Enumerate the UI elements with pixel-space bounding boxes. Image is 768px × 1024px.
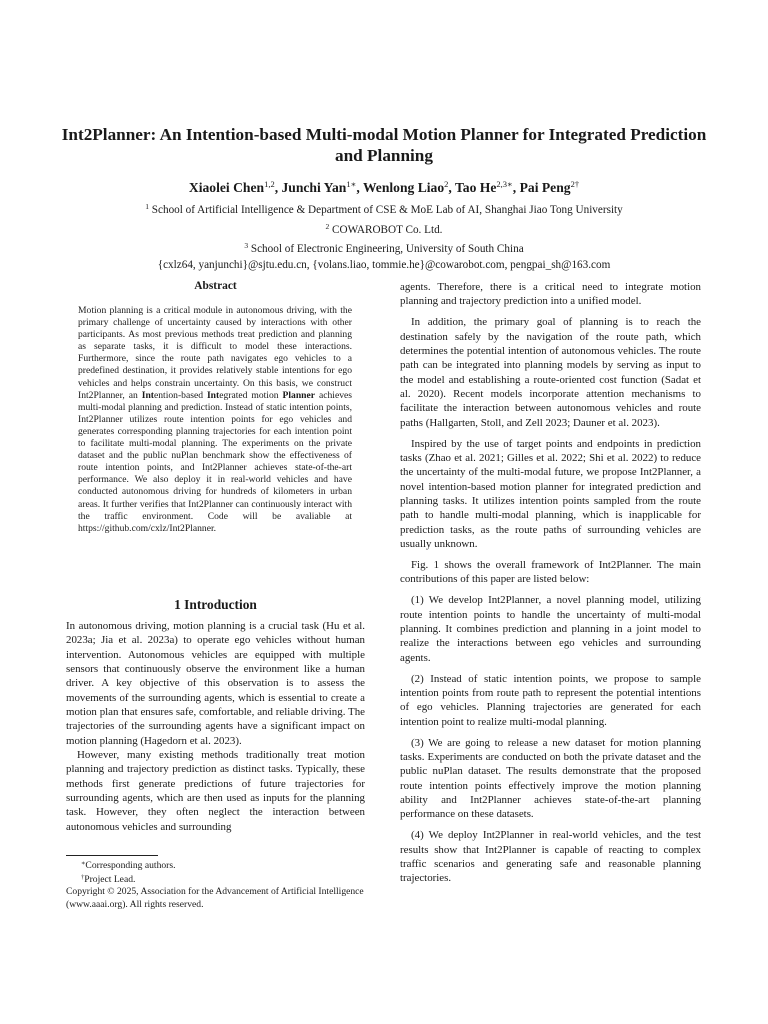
paragraph: Fig. 1 shows the overall framework of Int2Planner. The main contributions of this paper are listed below: xyxy=(400,558,701,586)
contribution-item: (1) We develop Int2Planner, a novel planning model, utilizing route intention points to handle the uncertainty of multi-modal planning. It combines prediction and planning in a joint model to realize the interactions between ego vehicles and surrounding agents. xyxy=(400,594,701,664)
section-heading-introduction: 1 Introduction xyxy=(174,597,257,612)
affiliation: $^1$ School of Artificial Intelligence & Department of CSE & MoE Lab of AI, Shanghai Jiao Tong University xyxy=(145,202,623,216)
paragraph: Inspired by the use of target points and endpoints in prediction tasks (Zhao et al. 2021; Gilles et al. 2022; Shi et al. 2022) to reduce the uncertainty of the multi-modal future, we propose Int2Planner, a novel intention-based motion planner for integrated prediction and planning tasks. It utilizes intention points sampled from the route path to handle multi-modal planning, which is inapplicable for prediction tasks, as the route paths of surrounding vehicles are usually unknown. xyxy=(400,437,701,551)
contribution-item: (3) We are going to release a new dataset for motion planning tasks. Experiments are conducted on both the private dataset and the public nuPlan dataset. The results demonstrate that the proposed route intention points effectively improve the motion planning ability and Int2Planner achieves state-of-the-art planning performance on these datasets. xyxy=(400,736,701,821)
paragraph: agents. Therefore, there is a critical need to integrate motion planning and trajectory prediction into a unified model. xyxy=(400,281,701,308)
author-list: Xiaolei Chen$^{1,2}$, Junchi Yan$^{1∗}$, Wenlong Liao$^2$, Tao $He^{2,3∗}$, Pai Peng$^{2\dagger}$ xyxy=(188,179,580,195)
affiliation: $^3$ School of Electronic Engineering, University of South China xyxy=(244,241,524,255)
author-name: Xiaolei Chen xyxy=(188,180,265,195)
copyright-notice: Copyright © 2025, Association for the Advancement of Artificial Intelligence (www.aaai.org). All rights reserved. xyxy=(66,886,364,910)
author-name: Junchi Yan xyxy=(281,180,347,195)
right-column-text xyxy=(400,280,701,892)
footnotes xyxy=(66,858,365,911)
affiliation-block xyxy=(40,199,728,273)
abstract-heading: Abstract xyxy=(194,280,237,292)
introduction-text xyxy=(66,619,365,834)
abstract-text: Motion planning is a critical module in autonomous driving, with the primary challenge of uncertainty caused by interactions with other participants. As most previous methods treat prediction and planning as separate tasks, it is difficult to model these interactions. Furthermore, since the route path navigates ego vehicles to a predefined destination, it provides relatively stable intentions for ego vehicles and helps constrain uncertainty. On this basis, we construct Int2Planner, an Intention-based Integrated motion Planner achieves multi-modal planning and prediction. Instead of static intention points, Int2Planner utilizes route intention points for ego vehicles and generates corresponding planning trajectories for each intention point to facilitate multi-modal planning. The experiments on the private dataset and the public nuPlan benchmark show the effectiveness of route intention points, and Int2Planner achieves state-of-the-art performance. We also deploy it in real-world vehicles and have conducted autonomous driving for hundreds of kilometers in urban areas. It further verifies that Int2Planner can continuously interact with the traffic environment. Code will be avaliable at https://github.com/cxlz/Int2Planner. xyxy=(78,305,352,534)
paper-title: Int2Planner: An Intention-based Multi-modal Motion Planner for Integrated Prediction and Planning xyxy=(61,125,707,165)
contribution-item: (2) Instead of static intention points, we propose to sample intention points from route path to represent the potential intentions of ego vehicles. Planning trajectories are generated for each intention point to realize multi-modal planning. xyxy=(400,672,701,728)
footnote-divider xyxy=(66,855,158,856)
affiliation: $^2$ COWAROBOT Co. Ltd. xyxy=(325,221,443,236)
author-marks: 2,3∗ xyxy=(496,179,513,189)
footnote-corresponding: ∗Corresponding authors. xyxy=(81,860,176,871)
author-marks: 1∗ xyxy=(346,179,357,189)
paragraph: However, many existing methods traditionally treat motion planning and trajectory prediction as distinct tasks. Typically, these methods first generate predictions of future trajectories for surrounding agents, which are then used as inputs for the planning task. However, they often neglect the interaction between autonomous vehicles and surrounding xyxy=(66,749,365,833)
author-marks: 2† xyxy=(570,179,580,189)
author-name: Pai Peng xyxy=(519,180,571,195)
author-name: Wenlong Liao xyxy=(362,180,445,195)
author-name: Tao He xyxy=(454,180,497,195)
contribution-item: (4) We deploy Int2Planner in real-world vehicles, and the test results show that Int2Planner is capable of reacting to complex traffic scenarios and generating safe and reasonable planning trajectories. xyxy=(400,829,701,885)
author-marks: 2 xyxy=(444,179,449,189)
paragraph: In addition, the primary goal of planning is to reach the destination safely by the navigation of the route path, which determines the potential intention of autonomous vehicles. The route path can be integrated into planning models by serving as input to the model and establishing a route-oriented cost function (Sadat et al. 2020). Recent models incorporate attention mechanisms to facilitate the interaction between autonomous vehicles and route paths (Hallgarten, Stoll, and Zell 2023; Dauner et al. 2023). xyxy=(400,316,701,429)
author-emails: {cxlz64, yanjunchi}@sjtu.edu.cn, {volans.liao, tommie.he}@cowarobot.com, pengpai_sh@163.com xyxy=(157,258,611,271)
paragraph: In autonomous driving, motion planning is a crucial task (Hu et al. 2023a; Jia et al. 2023a) to operate ego vehicles without human intervention. Autonomous vehicles are equipped with multiple sensors that continuously observe the environment like a human driver. A key objective of this observation is to assess the movements of the surrounding agents, which is essential to create a motion plan that ensures safe, comfortable, and reliable driving. The trajectories of the surrounding agents have a significant impact on motion planning (Hagedorn et al. 2023). xyxy=(66,620,365,747)
author-marks: 1,2 xyxy=(264,179,275,189)
footnote-project-lead: †Project Lead. xyxy=(81,874,136,886)
